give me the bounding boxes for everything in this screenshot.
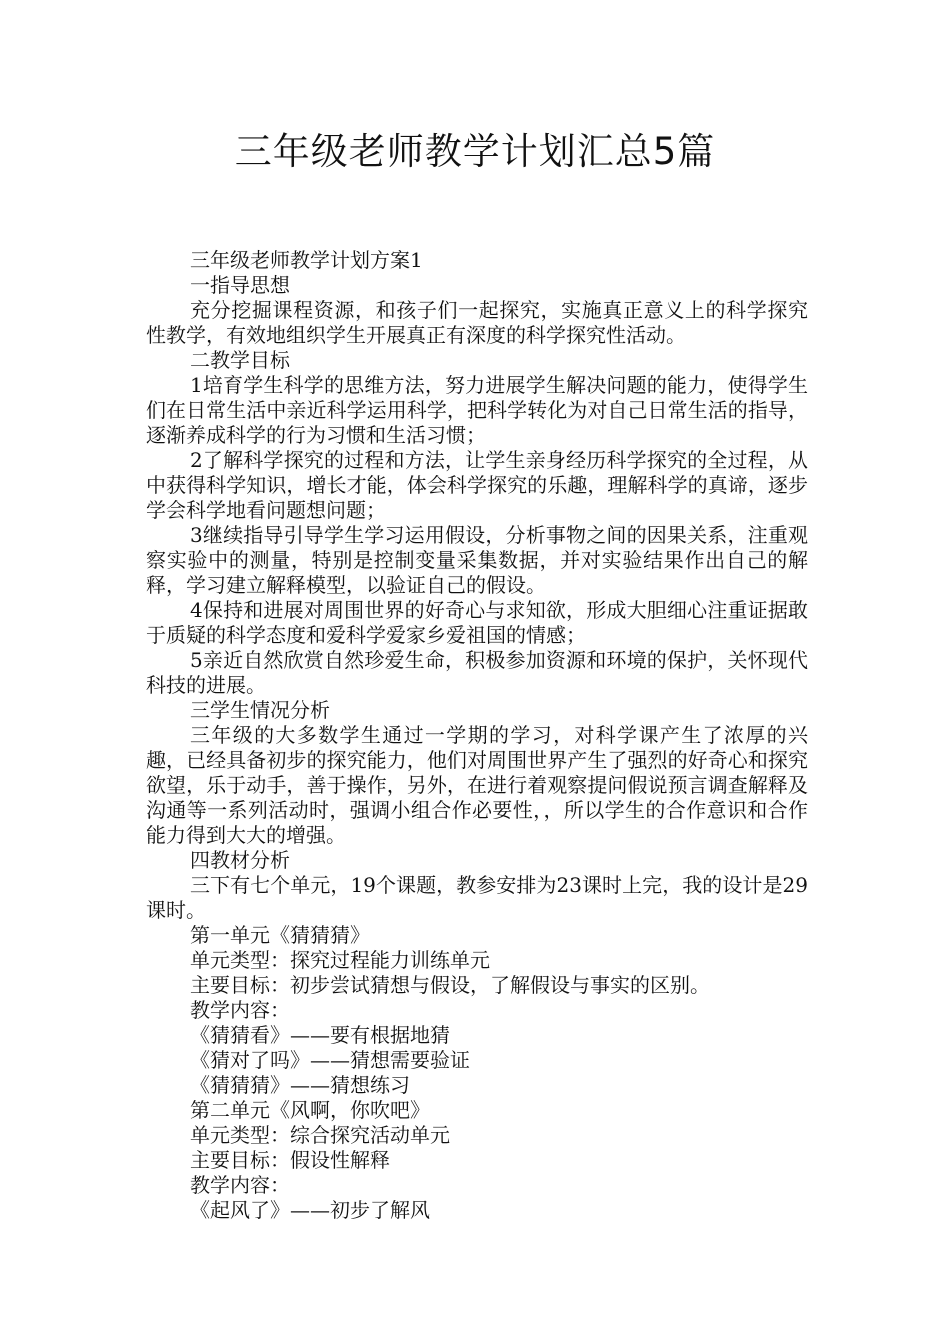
paragraph: 单元类型：探究过程能力训练单元 [190,948,490,972]
paragraph: 充分挖掘课程资源，和孩子们一起探究，实施真正意义上的科学探究性教学，有效地组织学生开展真正有深度的科学探究性活动。 [146,298,808,347]
lesson-item: 《猜猜看》——要有根据地猜 [190,1023,450,1047]
paragraph: 三年级老师教学计划方案1 [190,248,423,272]
paragraph: 4保持和进展对周围世界的好奇心与求知欲，形成大胆细心注重证据敢于质疑的科学态度和爱科学爱家乡爱祖国的情感； [146,598,808,647]
paragraph: 主要目标：初步尝试猜想与假设，了解假设与事实的区别。 [190,973,710,997]
paragraph: 三下有七个单元，19个课题，教参安排为23课时上完，我的设计是29课时。 [146,873,808,922]
paragraph: 教学内容： [190,1173,290,1197]
lesson-item: 《猜对了吗》——猜想需要验证 [190,1048,470,1072]
paragraph: 教学内容： [190,998,290,1022]
section-heading: 一指导思想 [190,273,290,297]
document-body [146,248,808,1223]
unit-heading: 第一单元《猜猜猜》 [190,923,370,947]
paragraph: 主要目标：假设性解释 [190,1148,390,1172]
section-heading: 二教学目标 [190,348,290,372]
lesson-item: 《猜猜猜》——猜想练习 [190,1073,410,1097]
paragraph: 3继续指导引导学生学习运用假设，分析事物之间的因果关系，注重观察实验中的测量，特别是控制变量采集数据，并对实验结果作出自己的解释，学习建立解释模型，以验证自己的假设。 [146,523,808,597]
paragraph: 5亲近自然欣赏自然珍爱生命，积极参加资源和环境的保护，关怀现代科技的进展。 [146,648,808,697]
paragraph: 三年级的大多数学生通过一学期的学习，对科学课产生了浓厚的兴趣，已经具备初步的探究能力，他们对周围世界产生了强烈的好奇心和探究欲望，乐于动手，善于操作，另外，在进行着观察提问假说预言调查解释及沟通等一系列活动时，强调小组合作必要性，，所以学生的合作意识和合作能力得到大大的增强。 [146,723,808,847]
paragraph: 单元类型：综合探究活动单元 [190,1123,450,1147]
section-heading: 四教材分析 [190,848,290,872]
lesson-item: 《起风了》——初步了解风 [190,1198,430,1222]
paragraph: 2了解科学探究的过程和方法，让学生亲身经历科学探究的全过程，从中获得科学知识，增长才能，体会科学探究的乐趣，理解科学的真谛，逐步学会科学地看问题想问题； [146,448,808,522]
paragraph: 1培育学生科学的思维方法，努力进展学生解决问题的能力，使得学生们在日常生活中亲近科学运用科学，把科学转化为对自己日常生活的指导，逐渐养成科学的行为习惯和生活习惯； [146,373,808,447]
unit-heading: 第二单元《风啊，你吹吧》 [190,1098,430,1122]
section-heading: 三学生情况分析 [190,698,330,722]
document-title: 三年级老师教学计划汇总5篇 [234,130,716,173]
